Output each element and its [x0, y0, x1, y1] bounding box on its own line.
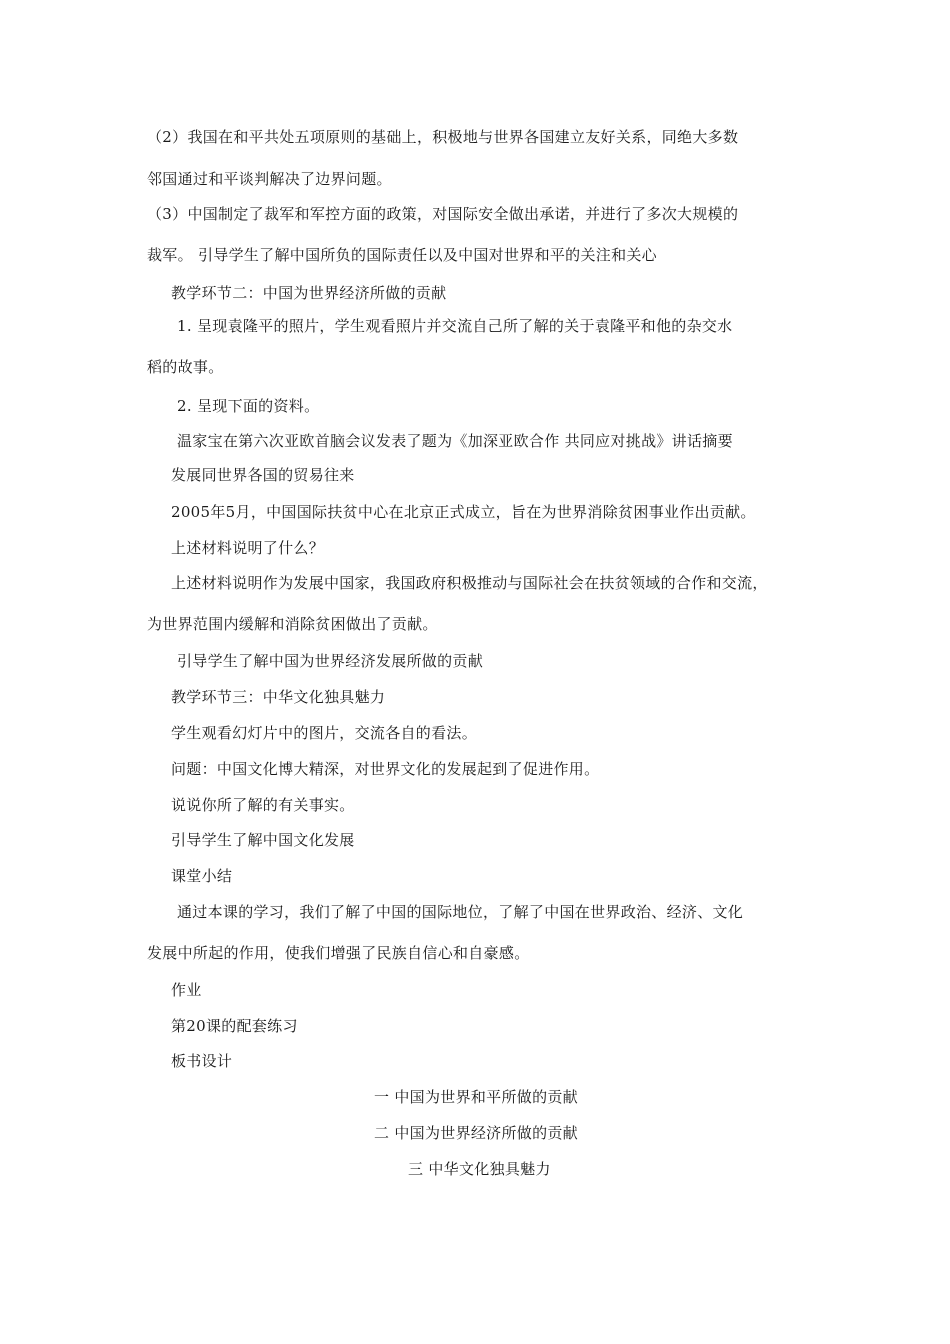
summary-line1: 通过本课的学习，我们了解了中国的国际地位，了解了中国在世界政治、经济、文化	[177, 903, 744, 921]
guide-3: 引导学生了解中国文化发展	[171, 831, 355, 849]
summary-line2: 发展中所起的作用，使我们增强了民族自信心和自豪感。	[147, 944, 530, 962]
section-3-heading: 教学环节三：中华文化独具魅力	[171, 688, 386, 706]
item-2: 2. 呈现下面的资料。	[177, 397, 320, 415]
item-1-line1: 1. 呈现袁隆平的照片，学生观看照片并交流自己所了解的关于袁隆平和他的杂交水	[177, 317, 733, 335]
material-1: 温家宝在第六次亚欧首脑会议发表了题为《加深亚欧合作 共同应对挑战》讲话摘要	[177, 432, 733, 450]
question-3: 问题：中国文化博大精深，对世界文化的发展起到了促进作用。	[171, 760, 600, 778]
homework-heading: 作业	[171, 981, 202, 999]
board-item-2: 二 中国为世界经济所做的贡献	[374, 1124, 578, 1142]
answer-line2: 为世界范围内缓解和消除贫困做出了贡献。	[147, 615, 438, 633]
summary-heading: 课堂小结	[171, 867, 233, 885]
board-item-3: 三 中华文化独具魅力	[408, 1160, 551, 1178]
para-3-line2: 裁军。 引导学生了解中国所负的国际责任以及中国对世界和平的关注和关心	[147, 246, 657, 264]
answer-line1: 上述材料说明作为发展中国家，我国政府积极推动与国际社会在扶贫领域的合作和交流，	[171, 574, 768, 592]
prompt-3: 说说你所了解的有关事实。	[171, 796, 355, 814]
para-2-line2: 邻国通过和平谈判解决了边界问题。	[147, 170, 392, 188]
section-2-heading: 教学环节二：中国为世界经济所做的贡献	[171, 284, 447, 302]
question: 上述材料说明了什么？	[171, 539, 325, 557]
material-2: 发展同世界各国的贸易往来	[171, 466, 355, 484]
guide-2: 引导学生了解中国为世界经济发展所做的贡献	[177, 652, 484, 670]
activity-3: 学生观看幻灯片中的图片，交流各自的看法。	[171, 724, 478, 742]
board-heading: 板书设计	[171, 1052, 233, 1070]
para-2-line1: （2）我国在和平共处五项原则的基础上，积极地与世界各国建立友好关系，同绝大多数	[147, 128, 739, 146]
board-item-1: 一 中国为世界和平所做的贡献	[374, 1088, 578, 1106]
homework-text: 第20课的配套练习	[171, 1017, 298, 1035]
item-1-line2: 稻的故事。	[147, 358, 224, 376]
material-3: 2005年5月，中国国际扶贫中心在北京正式成立，旨在为世界消除贫困事业作出贡献。	[171, 503, 756, 521]
para-3-line1: （3）中国制定了裁军和军控方面的政策，对国际安全做出承诺，并进行了多次大规模的	[147, 205, 739, 223]
